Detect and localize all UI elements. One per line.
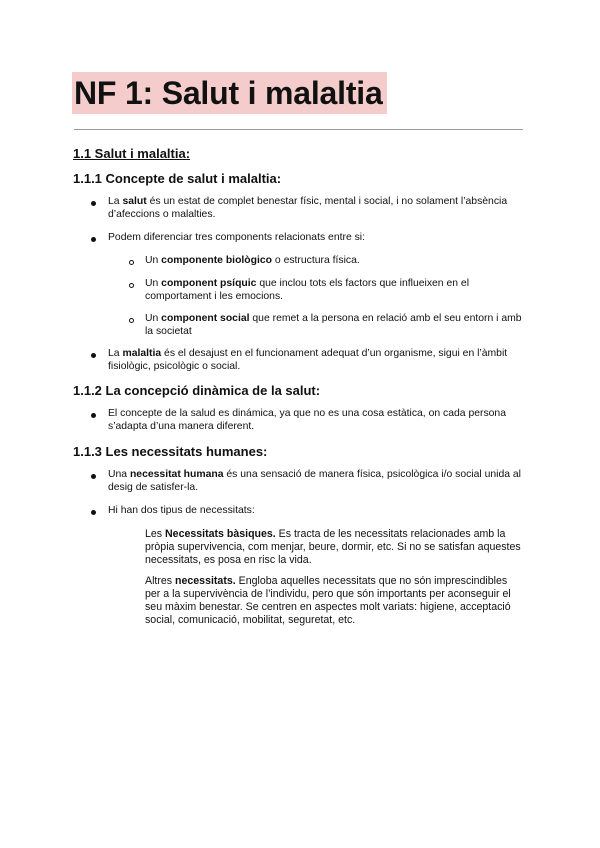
sub-bullet-social-post: que remet a la persona en relació amb el seu entorn i amb la societat <box>145 313 522 337</box>
sub-bullet-social-term: component social <box>161 313 250 324</box>
bullet-malaltia-post: és el desajust en el funcionament adequat d’un organisme, sigui en l’àmbit fisiològic, psicològic o social. <box>108 348 508 372</box>
sub-bullet-psiquic-term: component psíquic <box>161 278 257 289</box>
bullet-salut-pre: La <box>108 196 123 207</box>
sub-bullet-psiquic <box>145 278 525 304</box>
sub-bullet-psiquic-post: que inclou tots els factors que influeixen en el comportament i les emocions. <box>145 278 469 302</box>
bullet-icon <box>91 237 96 242</box>
bullet-malaltia-term: malaltia <box>122 348 162 359</box>
bullet-icon <box>91 353 96 358</box>
bullet-salut <box>108 196 528 222</box>
sub-bullet-biologic-term: componente biològico <box>161 255 273 266</box>
sub-bullet-icon <box>129 283 134 288</box>
sub-bullet-biologic-pre: Un <box>145 255 162 266</box>
bullet-human-need-pre: Una <box>108 469 130 480</box>
paragraph-basic-needs-post: Es tracta de les necessitats relacionades amb la pròpia supervivencia, com menjar, beure, dormir, etc. Si no se satisfan aquestes necessitats, es posa en risc la vida. <box>145 528 521 566</box>
bullet-human-need-post: és una sensació de manera física, psicològica i/o social unida al desig de satisfer-la. <box>108 469 521 493</box>
sub-bullet-icon <box>129 260 134 265</box>
paragraph-other-needs-pre: Altres <box>145 575 176 587</box>
page-title: NF 1: Salut i malaltia <box>72 72 387 114</box>
sub-bullet-social-pre: Un <box>145 313 162 324</box>
paragraph-basic-needs-pre: Les <box>145 528 166 540</box>
bullet-dynamic: El concepte de la salud es dinámica, ya que no es una cosa estàtica, on cada persona s’adapta d’una manera diferent. <box>108 408 506 432</box>
sub-bullet-psiquic-pre: Un <box>145 278 162 289</box>
subsection-heading-needs: 1.1.3 Les necessitats humanes: <box>73 444 268 459</box>
subsection-heading-concept: 1.1.1 Concepte de salut i malaltia: <box>73 171 282 186</box>
sub-bullet-social <box>145 313 525 339</box>
bullet-components: Podem diferenciar tres components relacionats entre si: <box>108 232 366 243</box>
bullet-malaltia <box>108 348 528 374</box>
bullet-malaltia-pre: La <box>108 348 123 359</box>
bullet-icon <box>91 474 96 479</box>
sub-bullet-biologic-post: o estructura física. <box>272 255 360 266</box>
paragraph-other-needs-term: necessitats. <box>175 575 236 587</box>
paragraph-other-needs-post: Engloba aquelles necessitats que no són imprescindibles per a la supervivència de l’individu, pero que són importants per aconseguir el seu màxim benestar. Se centren en aspectes molt variats: higiene, acceptació social, comunicació, mobilitat, seguretat, etc. <box>145 575 511 626</box>
paragraph-basic-needs-term: Necessitats bàsiques. <box>165 528 276 540</box>
bullet-salut-post: és un estat de complet benestar físic, mental i social, i no solament l’absència d’afeccions o malalties. <box>108 196 508 220</box>
sub-bullet-icon <box>129 318 134 323</box>
section-heading: 1.1 Salut i malaltia: <box>73 146 191 161</box>
bullet-icon <box>91 510 96 515</box>
paragraph-basic-needs <box>145 528 525 567</box>
bullet-need-types: Hi han dos tipus de necessitats: <box>108 505 255 516</box>
subsection-heading-dynamic: 1.1.2 La concepció dinàmica de la salut: <box>73 383 321 398</box>
paragraph-other-needs <box>145 575 525 627</box>
sub-bullet-biologic <box>145 255 525 268</box>
bullet-human-need <box>108 469 528 495</box>
bullet-salut-term: salut <box>122 196 147 207</box>
bullet-icon <box>91 201 96 206</box>
bullet-human-need-term: necessitat humana <box>129 469 224 480</box>
bullet-icon <box>91 413 96 418</box>
horizontal-rule <box>74 129 523 130</box>
